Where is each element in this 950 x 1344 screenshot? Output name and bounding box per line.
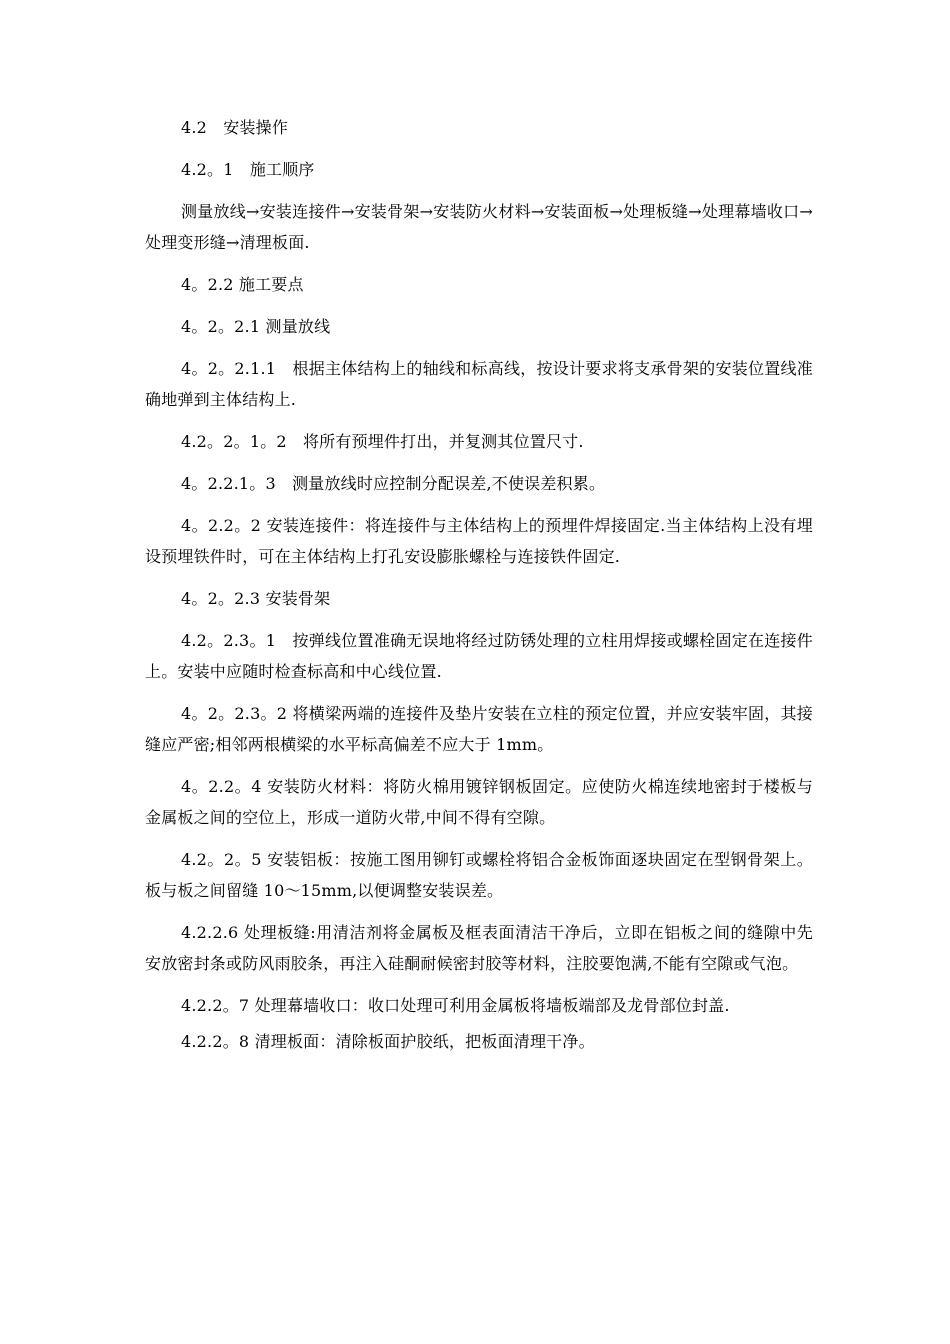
paragraph-4-2-2-3-1: 4.2。2.3。1 按弹线位置准确无误地将经过防锈处理的立柱用焊接或螺栓固定在连接件上。安装中应随时检查标高和中心线位置.	[145, 631, 813, 681]
paragraph-4-2-2-6: 4.2.2.6 处理板缝:用清洁剂将金属板及框表面清洁干净后，立即在铝板之间的缝隙中先安放密封条或防风雨胶条，再注入硅酮耐候密封胶等材料，注胶要饱满,不能有空隙或气泡。	[145, 923, 813, 973]
paragraph-4-2-2-1-1: 4。2。2.1.1 根据主体结构上的轴线和标高线，按设计要求将支承骨架的安装位置线准确地弹到主体结构上.	[145, 359, 813, 409]
subsection-heading-4-2-1: 4.2。1 施工顺序	[181, 160, 315, 179]
paragraph-4-2-2-4: 4。2.2。4 安装防火材料：将防火棉用镀锌钢板固定。应使防火棉连续地密封于楼板与金属板之间的空位上，形成一道防火带,中间不得有空隙。	[145, 777, 813, 827]
paragraph-4-2-2-1-3: 4。2.2.1。3 测量放线时应控制分配误差,不使误差积累。	[181, 474, 606, 493]
section-heading-4-2: 4.2 安装操作	[181, 118, 289, 137]
paragraph-4-2-2-5: 4.2。2。5 安装铝板：按施工图用铆钉或螺栓将铝合金板饰面逐块固定在型钢骨架上。板与板之间留缝 10～15mm,以便调整安装误差。	[145, 850, 813, 900]
document-body	[145, 112, 813, 1068]
paragraph-4-2-2-7: 4.2.2。7 处理幕墙收口：收口处理可利用金属板将墙板端部及龙骨部位封盖.	[181, 996, 730, 1015]
construction-sequence-paragraph: 测量放线→安装连接件→安装骨架→安装防火材料→安装面板→处理板缝→处理幕墙收口→处理变形缝→清理板面.	[145, 202, 813, 252]
paragraph-4-2-2-8: 4.2.2。8 清理板面：清除板面护胶纸，把板面清理干净。	[181, 1032, 595, 1051]
paragraph-4-2-2-3-2: 4。2。2.3。2 将横梁两端的连接件及垫片安装在立柱的预定位置，并应安装牢固，其接缝应严密;相邻两根横梁的水平标高偏差不应大于 1mm。	[145, 704, 813, 754]
paragraph-4-2-2-1-2: 4.2。2。1。2 将所有预埋件打出，并复测其位置尺寸.	[181, 432, 584, 451]
item-heading-4-2-2-3: 4。2。2.3 安装骨架	[181, 589, 331, 608]
subsection-heading-4-2-2: 4。2.2 施工要点	[181, 275, 304, 294]
paragraph-4-2-2-2: 4。2.2。2 安装连接件：将连接件与主体结构上的预埋件焊接固定.当主体结构上没有埋设预埋铁件时，可在主体结构上打孔安设膨胀螺栓与连接铁件固定.	[145, 516, 813, 566]
item-heading-4-2-2-1: 4。2。2.1 测量放线	[181, 317, 331, 336]
